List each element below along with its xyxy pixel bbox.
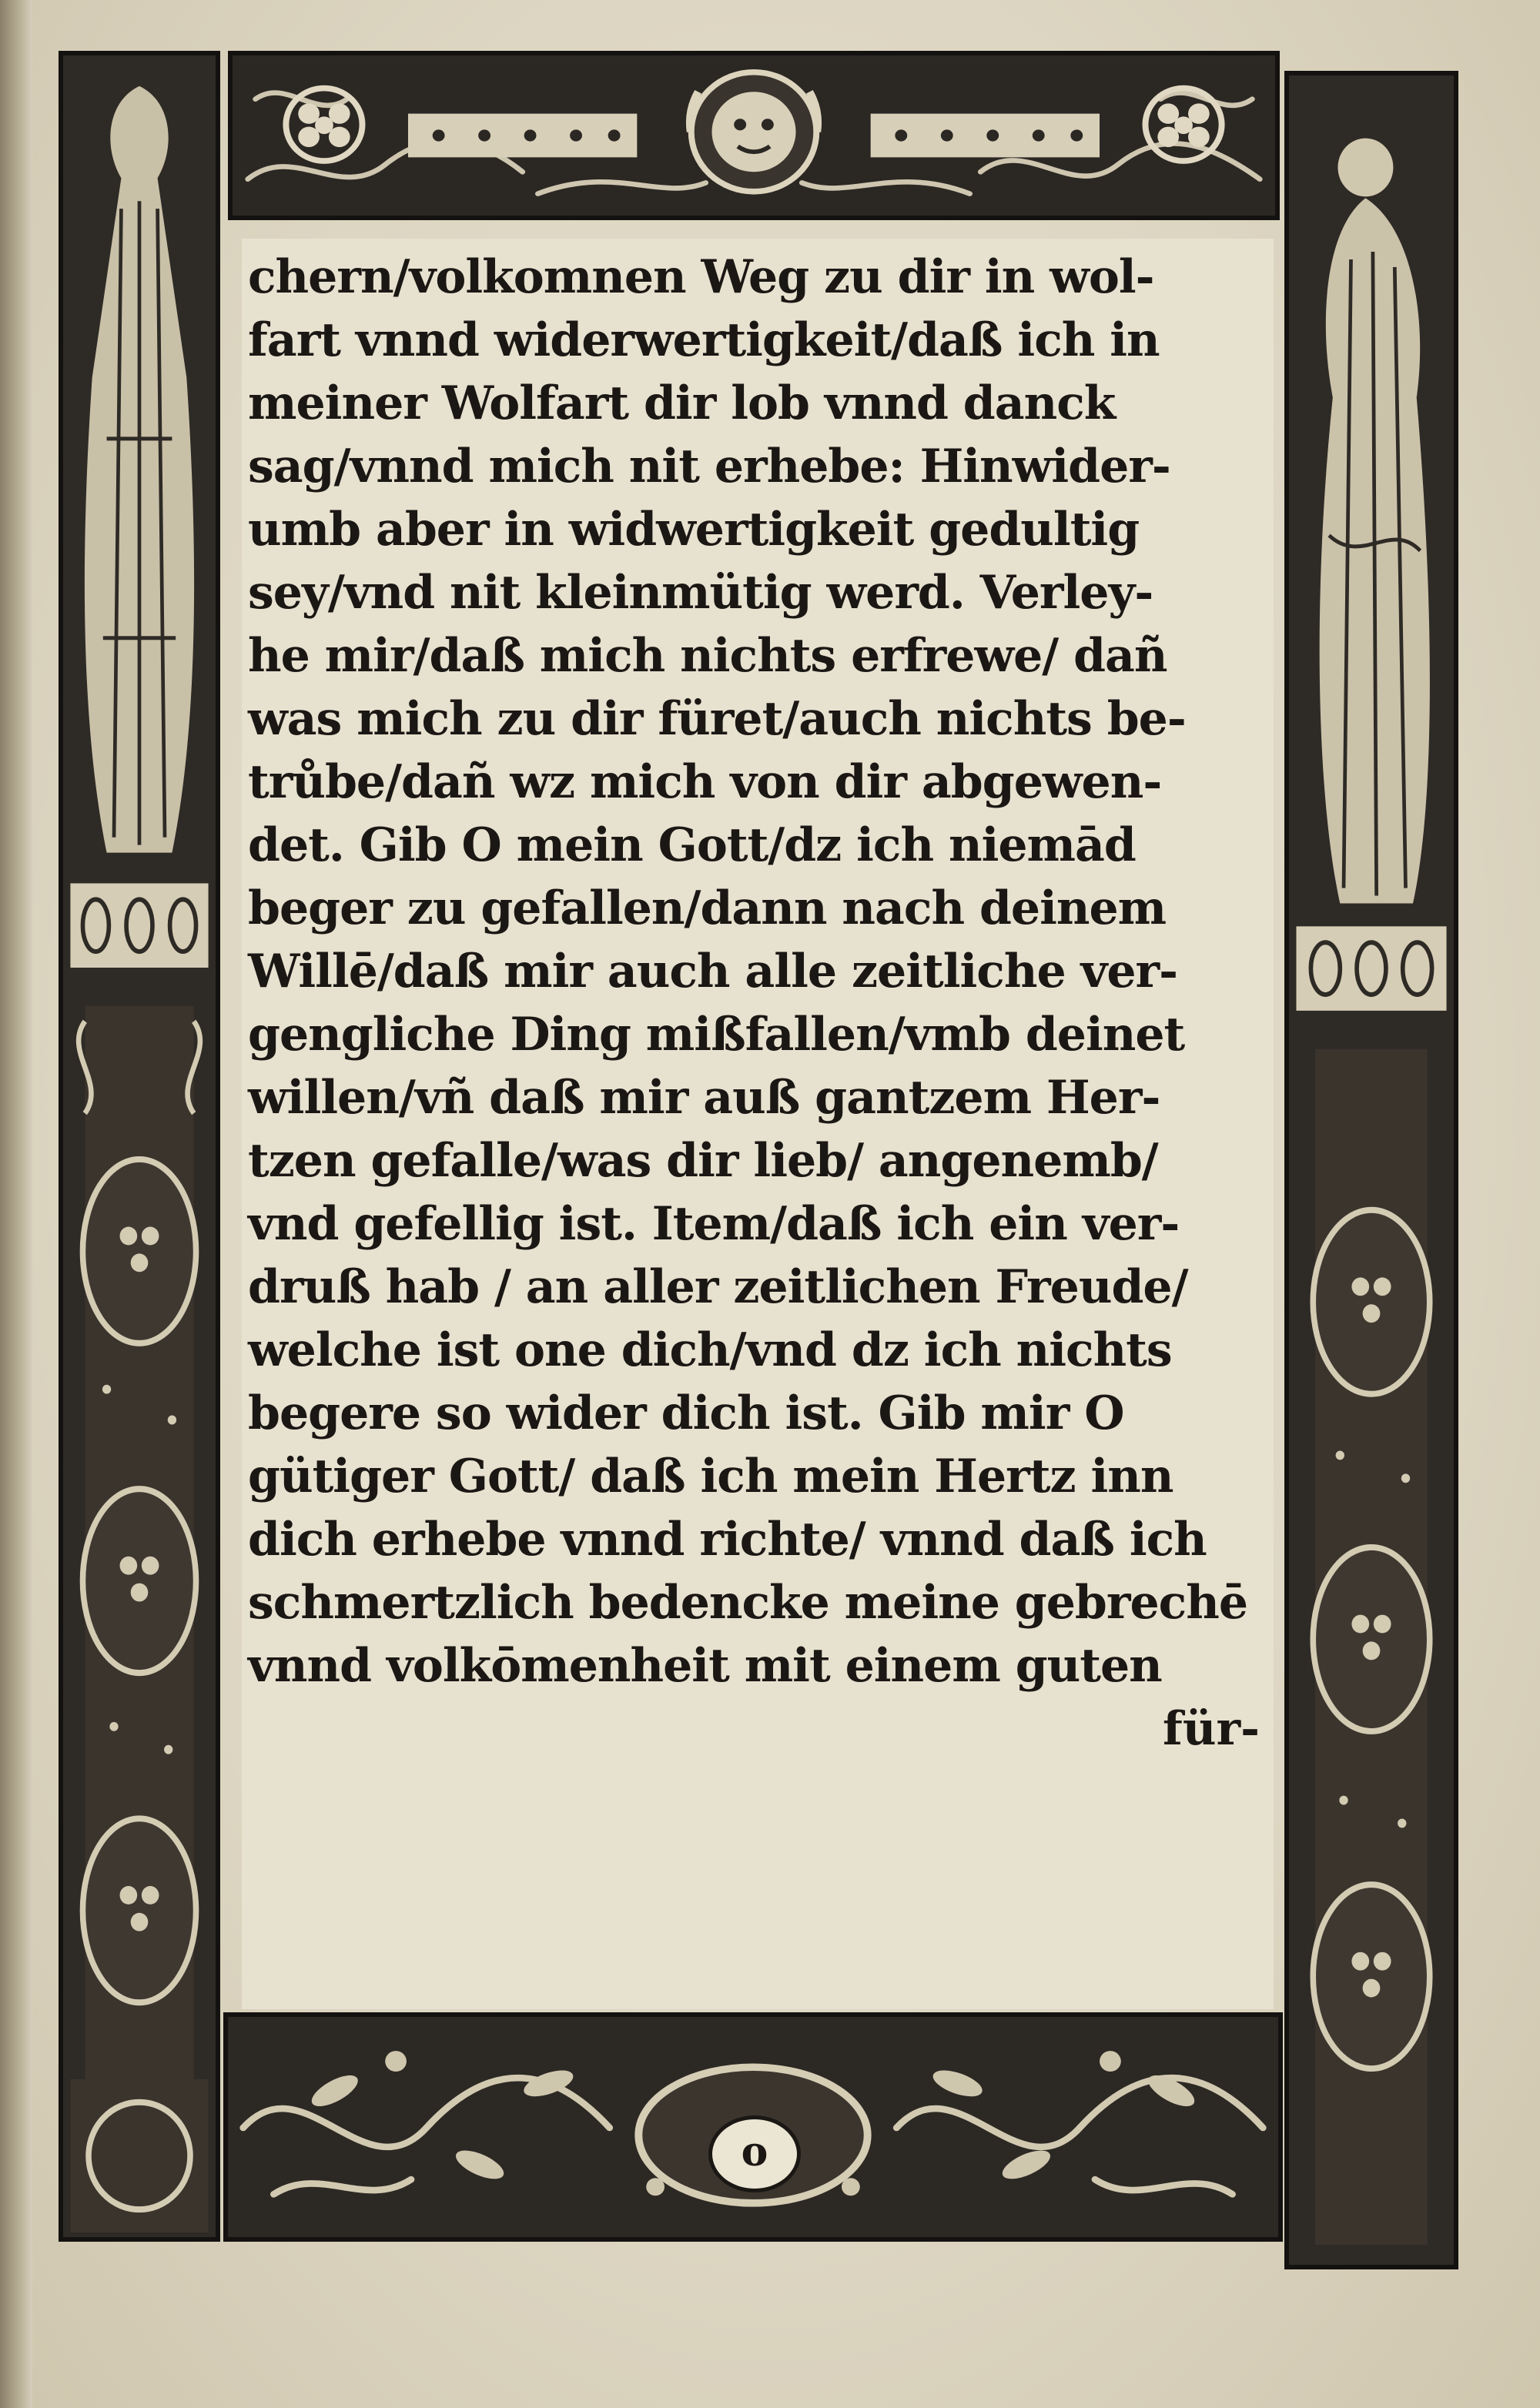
text-line-15: tzen gefalle/was dir lieb/ angenemb/	[248, 1134, 1158, 1188]
text-line-8: was mich zu dir füret/auch nichts be-	[248, 692, 1186, 746]
text-line-12: Willē/daß mir auch alle zeitliche ver-	[248, 945, 1178, 998]
text-line-9: trůbe/dañ wz mich von dir abgewen-	[248, 755, 1162, 809]
text-line-14: willen/vñ daß mir auß gantzem Her-	[248, 1071, 1160, 1125]
signature-mark: o	[708, 2115, 801, 2192]
text-line-4: sag/vnnd mich nit erhebe: Hinwider-	[248, 440, 1170, 493]
text-line-2: fart vnnd widerwertigkeit/daß ich in	[248, 313, 1160, 367]
text-line-7: he mir/daß mich nichts erfrewe/ dañ	[248, 629, 1167, 683]
text-line-11: beger zu gefallen/dann nach deinem	[248, 881, 1167, 935]
text-line-23: vnnd volkōmenheit mit einem guten	[248, 1639, 1162, 1693]
woodcut-border-top	[228, 51, 1280, 220]
text-line-17: druß hab / an aller zeitlichen Freude/	[248, 1260, 1188, 1314]
text-line-16: vnd gefellig ist. Item/daß ich ein ver-	[248, 1197, 1180, 1251]
text-line-5: umb aber in widwertigkeit gedultig	[248, 503, 1140, 557]
text-line-19: begere so wider dich ist. Gib mir O	[248, 1386, 1124, 1440]
catchword: für-	[1163, 1702, 1260, 1756]
text-line-20: gütiger Gott/ daß ich mein Hertz inn	[248, 1450, 1173, 1503]
prayer-text-block	[242, 239, 1274, 2009]
woodcut-border-right	[1284, 71, 1458, 2269]
text-line-6: sey/vnd nit kleinmütig werd. Verley-	[248, 566, 1153, 620]
text-line-22: schmertzlich bedencke meine gebrechē	[248, 1576, 1248, 1630]
text-line-13: gengliche Ding mißfallen/vmb deinet	[248, 1008, 1185, 1062]
text-line-18: welche ist one dich/vnd dz ich nichts	[248, 1323, 1172, 1377]
woodcut-border-left	[59, 51, 220, 2242]
text-line-3: meiner Wolfart dir lob vnnd danck	[248, 376, 1116, 430]
text-line-21: dich erhebe vnnd richte/ vnnd daß ich	[248, 1513, 1207, 1567]
binding-gutter	[0, 0, 32, 2408]
text-line-1: chern/volkomnen Weg zu dir in wol-	[248, 250, 1154, 304]
text-line-10: det. Gib O mein Gott/dz ich niemād	[248, 818, 1136, 872]
